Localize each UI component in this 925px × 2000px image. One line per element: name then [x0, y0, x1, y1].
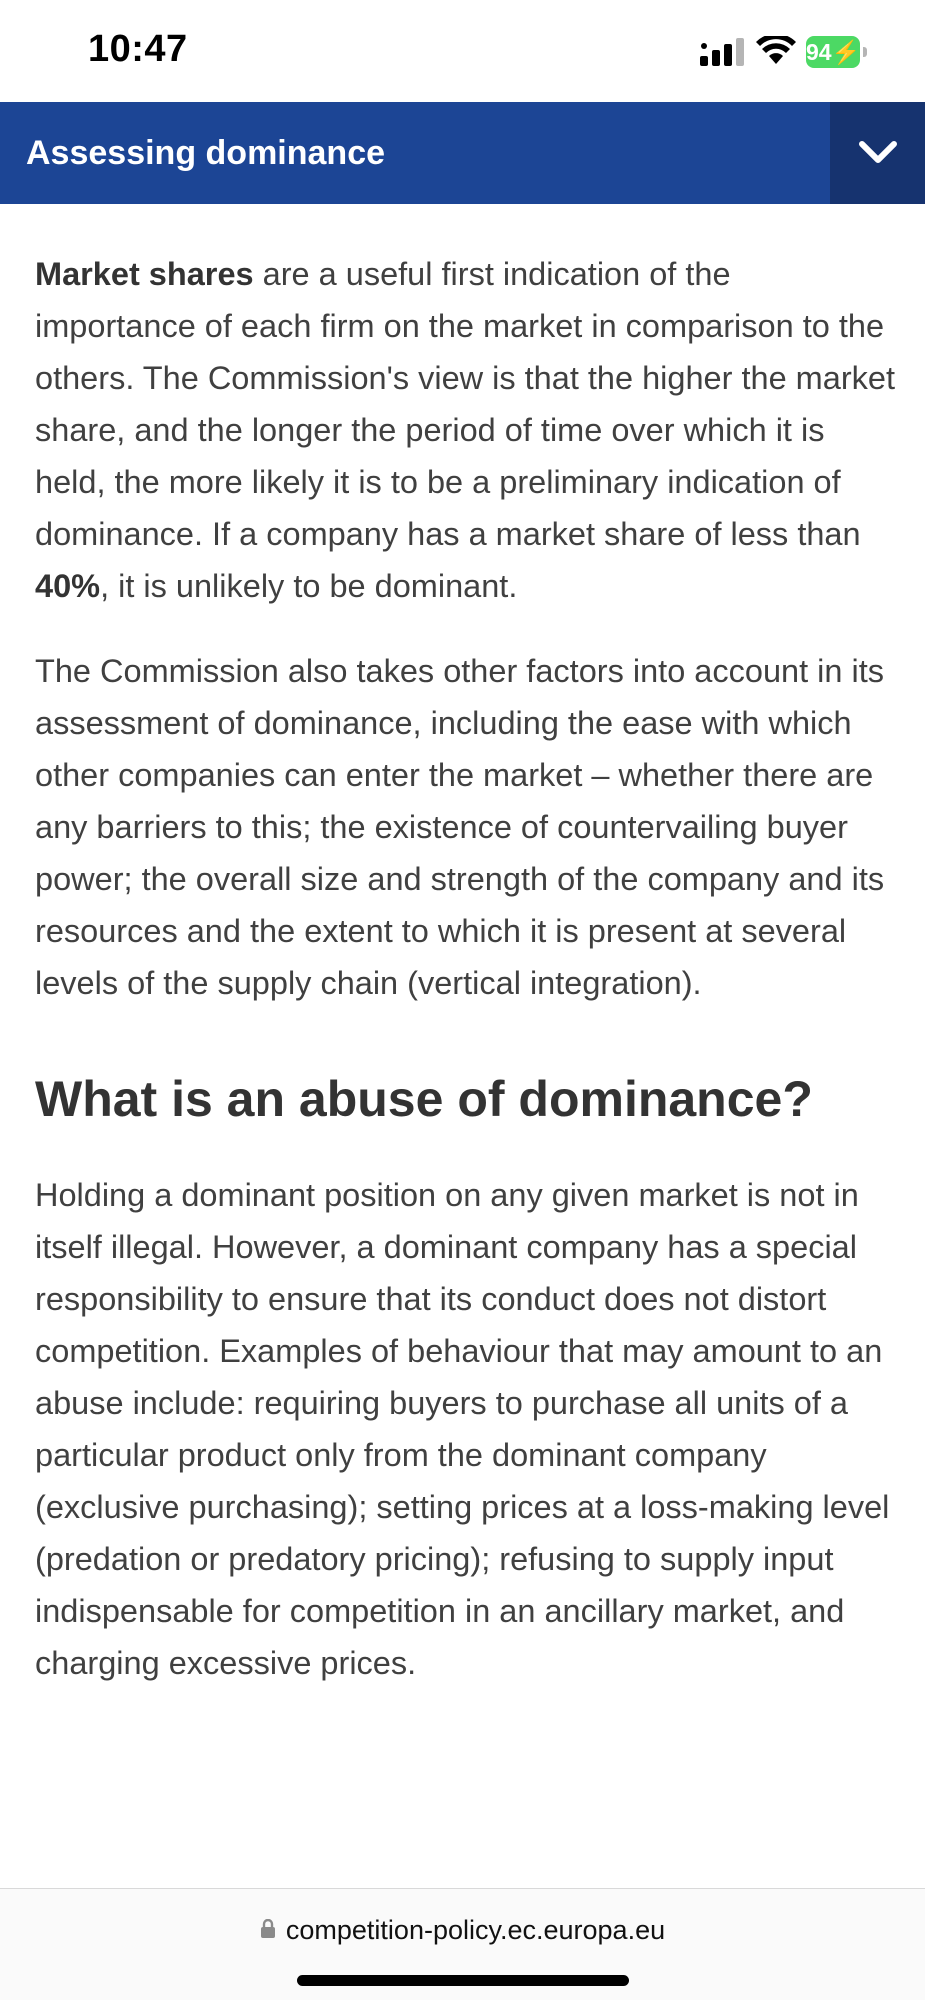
- section-header[interactable]: [0, 102, 925, 204]
- home-indicator[interactable]: [297, 1975, 629, 1986]
- abuse-heading: What is an abuse of dominance?: [35, 1071, 813, 1127]
- article-content: [35, 248, 897, 1722]
- threshold-value: 40%: [35, 568, 101, 604]
- status-bar: [0, 0, 925, 102]
- battery-charging-icon: [806, 36, 866, 68]
- status-time: 10:47: [88, 28, 188, 70]
- chevron-down-icon: [858, 140, 898, 166]
- market-shares-paragraph: Market shares are a useful first indication of the importance of each firm on the market in comparison to the others. The Commission's view is that the higher the market share, and the longer the period of time over which it is held, the more likely it is to be a preliminary indication of dominance. If a company has a market share of less than 40%, it is unlikely to be dominant.: [35, 256, 895, 604]
- battery-level: 94⚡: [806, 36, 860, 68]
- signal-icon: [700, 38, 746, 66]
- charging-bolt-icon: ⚡: [831, 39, 861, 65]
- url-row[interactable]: [0, 1915, 925, 1946]
- market-shares-term: Market shares: [35, 256, 254, 292]
- browser-url-bar[interactable]: [0, 1888, 925, 2000]
- wifi-icon: [756, 36, 796, 66]
- section-title: Assessing dominance: [26, 134, 386, 172]
- abuse-paragraph: Holding a dominant position on any given market is not in itself illegal. However, a dominant company has a special responsibility to ensure that its conduct does not distort competition. Examples of behaviour that may amount to an abuse include: requiring buyers to purchase all units of a particular product only from the dominant company (exclusive purchasing); setting prices at a loss-making level (predation or predatory pricing); refusing to supply input indispensable for competition in an ancillary market, and charging excessive prices.: [35, 1177, 890, 1681]
- lock-icon: [260, 1919, 276, 1939]
- other-factors-paragraph: The Commission also takes other factors into account in its assessment of dominance, including the ease with which other companies can enter the market – whether there are any barriers to this; the existence of countervailing buyer power; the overall size and strength of the company and its resources and the extent to which it is present at several levels of the supply chain (vertical integration).: [35, 653, 885, 1001]
- collapse-toggle-button[interactable]: [830, 102, 925, 204]
- battery-tip: [863, 47, 867, 57]
- url-text[interactable]: competition-policy.ec.europa.eu: [285, 1915, 666, 1945]
